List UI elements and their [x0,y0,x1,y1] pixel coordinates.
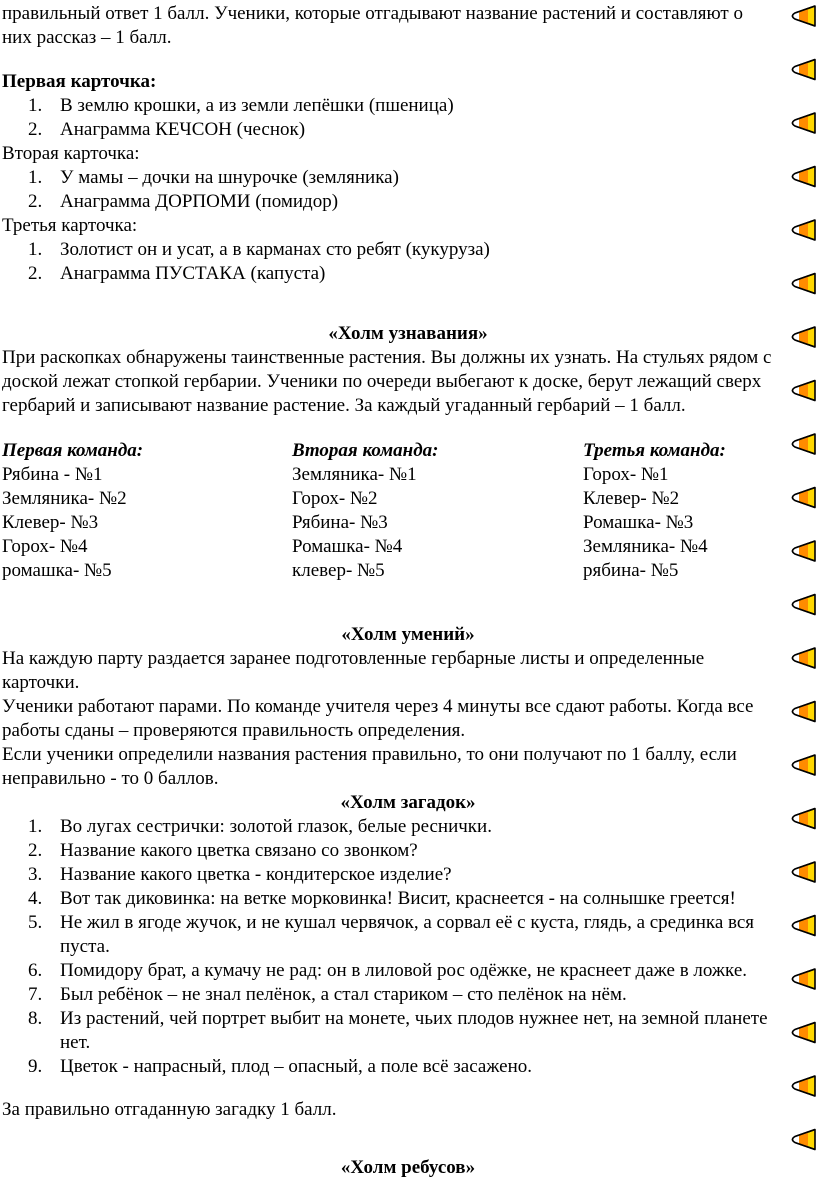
candy-corn-icon [793,434,816,454]
skills-line-2: карточки. [2,672,80,693]
candy-corn-icon [793,862,816,882]
candy-corn-icon [793,6,816,26]
skills-line-5: Если ученики определили названия растения правильно, то они получают по 1 баллу, если [2,744,737,765]
riddle-number: 1. [28,816,43,837]
team-3-row: Ромашка- №3 [583,512,694,533]
card-3-item-2: Анаграмма ПУСТАКА (капуста) [60,263,326,284]
team-1-row: Клевер- №3 [2,512,99,533]
team-2-row: Ромашка- №4 [292,536,403,557]
candy-corn-icon [793,167,816,187]
team-2-row: Рябина- №3 [292,512,388,533]
team-3-row: Земляника- №4 [583,536,708,557]
skills-line-6: неправильно - то 0 баллов. [2,768,219,789]
candy-corn-icon [793,809,816,829]
riddle-number: 6. [28,960,43,981]
candy-corn-icon [793,595,816,615]
team-2-row: Горох- №2 [292,488,378,509]
card-3-item-1: Золотист он и усат, а в карманах сто ребят (кукуруза) [60,239,490,260]
riddle-number: 7. [28,984,43,1005]
candy-corn-icon [793,1130,816,1150]
candy-corn-icon [793,969,816,989]
riddle-text: Из растений, чей портрет выбит на монете, чьих плодов нужнее нет, на земной планете [60,1008,768,1029]
card-1-item-2: Анаграмма КЕЧСОН (чеснок) [60,119,306,140]
riddle-text: Название какого цветка - кондитерское изделие? [60,864,452,885]
candy-corn-icon [793,755,816,775]
candy-corn-border [790,0,816,1176]
list-number: 2. [28,119,43,140]
recognition-line-3: гербарий и записывают название растение. За каждый угаданный гербарий – 1 балл. [2,395,686,416]
candy-corn-icon [793,702,816,722]
team-1-row: Горох- №4 [2,536,88,557]
riddle-number: 5. [28,912,43,933]
riddle-number: 2. [28,840,43,861]
candy-corn-icon [793,381,816,401]
candy-corn-icon [793,648,816,668]
skills-heading: «Холм умений» [341,624,475,645]
team-2-row: клевер- №5 [292,560,385,581]
card-2-title: Вторая карточка: [2,143,140,164]
recognition-heading: «Холм узнавания» [328,323,488,344]
riddle-text-continued: пуста. [60,936,110,957]
rebus-heading: «Холм ребусов» [340,1157,476,1178]
recognition-line-2: доской лежат стопкой гербарии. Ученики по очереди выбегают к доске, берут лежащий сверх [2,371,762,392]
intro-line-2: них рассказ – 1 балл. [2,27,172,48]
card-2-item-2: Анаграмма ДОРПОМИ (помидор) [60,191,339,212]
candy-corn-icon [793,541,816,561]
intro-line-1: правильный ответ 1 балл. Ученики, которые отгадывают название растений и составляют о [2,3,743,24]
card-1-title: Первая карточка: [2,71,157,92]
list-number: 1. [28,167,43,188]
candy-corn-icon [793,220,816,240]
list-number: 2. [28,191,43,212]
team-1-title: Первая команда: [2,440,144,461]
candy-corn-icon [793,1076,816,1096]
skills-line-4: работы сданы – проверяются правильность определения. [2,720,466,741]
riddle-number: 3. [28,864,43,885]
riddle-number: 9. [28,1056,43,1077]
candy-corn-icon [793,327,816,347]
team-1-row: Земляника- №2 [2,488,127,509]
team-2-row: Земляника- №1 [292,464,417,485]
riddle-text: Вот так диковинка: на ветке морковинка! Висит, краснеется - на солнышке греется! [60,888,736,909]
riddle-text: Во лугах сестрички: золотой глазок, белые реснички. [60,816,492,837]
recognition-line-1: При раскопках обнаружены таинственные растения. Вы должны их узнать. На стульях рядом с [2,347,772,368]
card-3-title: Третья карточка: [2,215,138,236]
team-3-row: Горох- №1 [583,464,669,485]
riddle-text: Цветок - напрасный, плод – опасный, а поле всё засажено. [60,1056,533,1077]
list-number: 2. [28,263,43,284]
candy-corn-icon [793,113,816,133]
skills-line-1: На каждую парту раздается заранее подготовленные гербарные листы и определенные [2,648,705,669]
riddles-footer: За правильно отгаданную загадку 1 балл. [2,1099,337,1120]
team-1-row: Рябина - №1 [2,464,103,485]
riddles-heading: «Холм загадок» [340,792,476,813]
candy-corn-icon [793,274,816,294]
candy-corn-icon [793,488,816,508]
team-3-row: рябина- №5 [583,560,679,581]
team-3-row: Клевер- №2 [583,488,680,509]
candy-corn-icon [793,60,816,80]
team-1-row: ромашка- №5 [2,560,112,581]
riddle-text: Помидору брат, а кумачу не рад: он в лиловой рос одёжке, не краснеет даже в ложке. [60,960,747,981]
team-2-title: Вторая команда: [292,440,439,461]
riddle-text: Был ребёнок – не знал пелёнок, а стал стариком – сто пелёнок на нём. [60,984,627,1005]
riddle-text: Название какого цветка связано со звонком? [60,840,418,861]
list-number: 1. [28,239,43,260]
list-number: 1. [28,95,43,116]
card-1-item-1: В землю крошки, а из земли лепёшки (пшеница) [60,95,454,116]
riddle-number: 8. [28,1008,43,1029]
riddle-text-continued: нет. [60,1032,91,1053]
candy-corn-icon [793,916,816,936]
skills-line-3: Ученики работают парами. По команде учителя через 4 минуты все сдают работы. Когда все [2,696,754,717]
riddle-number: 4. [28,888,43,909]
candy-corn-icon [793,1023,816,1043]
card-2-item-1: У мамы – дочки на шнурочке (земляника) [60,167,399,188]
team-3-title: Третья команда: [583,440,726,461]
riddle-text: Не жил в ягоде жучок, и не кушал червячок, а сорвал её с куста, глядь, а срединка вся [60,912,755,933]
